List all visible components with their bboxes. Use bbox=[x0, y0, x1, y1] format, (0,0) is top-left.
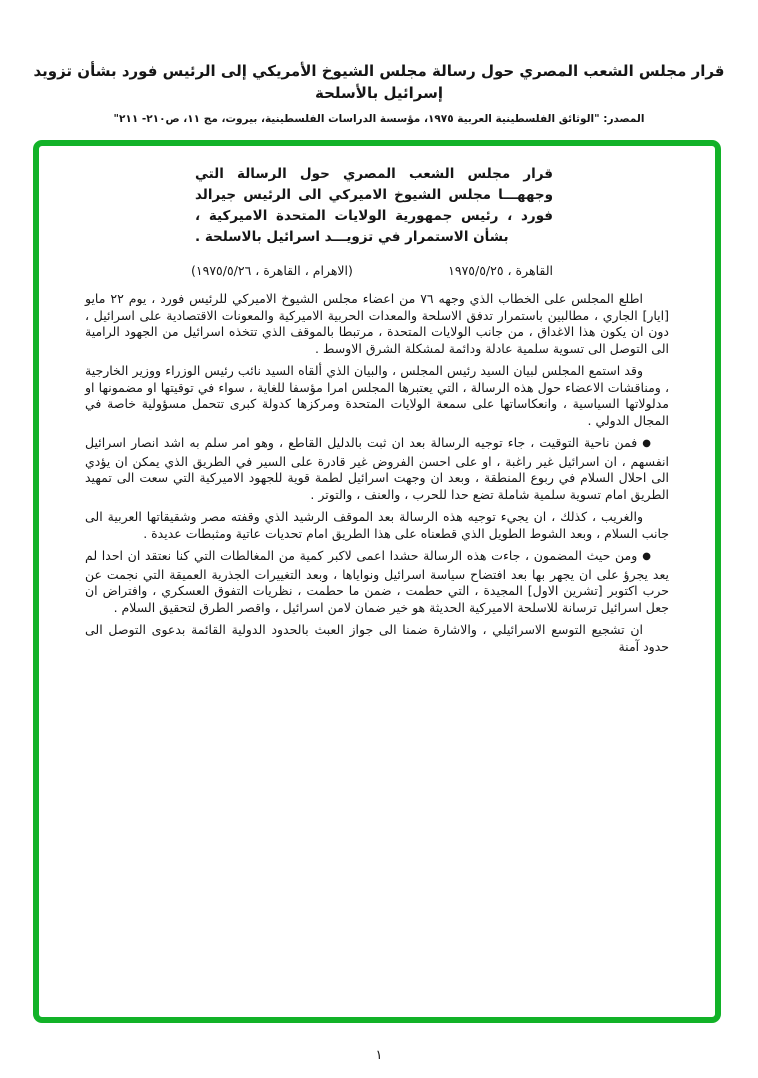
paragraph-text: وقد استمع المجلس لبيان السيد رئيس المجلس ، والبيان الذي ألقاه السيد نائب رئيس الوزراء ووزير الخارجية ، ومناقشات الاعضاء حول هذه الرسالة ، التي يعتبرها المجلس امرا مؤسفا للغاية ، سواء في توقيتها او مضمونها او مدلولاتها السياسية ، وانعكاساتها على سمعة الولايات المتحدة ومركزها كدولة كبرى تتحمل مسؤولية خاصة في المجال الدولي . bbox=[85, 363, 669, 428]
dateline-place-date: القاهرة ، ١٩٧٥/٥/٢٥ bbox=[448, 263, 553, 278]
document-body bbox=[85, 291, 669, 655]
bullet-icon: ● bbox=[642, 551, 651, 562]
body-paragraph bbox=[85, 622, 669, 655]
intro-paragraph: قرار مجلس الشعب المصري حول الرسالة التي وجههـــا مجلس الشيوخ الاميركي الى الرئيس جيرالد فورد ، رئيس جمهورية الولايات المتحدة الاميركية ، بشأن الاستمرار في تزويـــد اسرائيل بالاسلحة . bbox=[195, 166, 553, 245]
body-paragraph-bulleted bbox=[85, 548, 669, 616]
document-green-box bbox=[33, 140, 721, 1023]
body-paragraph bbox=[85, 291, 669, 357]
page-number: ١ bbox=[375, 1048, 383, 1063]
document-header bbox=[0, 60, 758, 126]
paragraph-text: ومن حيث المضمون ، جاءت هذه الرسالة حشدا اعمى لاكبر كمية من المغالطات التي كنا نعتقد ان احدا لم يعد يجرؤ على ان يجهر بها بعد افتضاح سياسة اسرائيل ونواياها ، وبعد التغييرات الجذرية العميقة التي نجمت عن حرب اكتوبر [تشرين الاول] المجيدة ، التي حطمت ، ضمن ما حطمت ، نظريات التفوق العسكري ، وافتراض ان جعل اسرائيل ترسانة للاسلحة الاميركية الحديثة هو خير ضمان لامن اسرائيل ، واقصر الطرق لتحقيق السلام . bbox=[85, 548, 669, 615]
paragraph-text: فمن ناحية التوقيت ، جاء توجيه الرسالة بعد ان ثبت بالدليل القاطع ، وهو امر سلم به اشد انصار اسرائيل انفسهم ، ان اسرائيل غير راغبة ، او على احسن الفروض غير قادرة على السير في الطريق الذي يمكن ان يؤدي الى احلال السلام في ربوع المنطقة ، وبعد ان وجهت اسرائيل لطمة قوية للجهود الاميركية التي سعت الى تمهيد الطريق امام تسوية سلمية شاملة تضع حدا للحرب ، والعنف ، والتوتر . bbox=[85, 435, 669, 502]
body-paragraph bbox=[85, 363, 669, 429]
bullet-icon: ● bbox=[642, 438, 651, 449]
dateline bbox=[191, 263, 553, 278]
source-line: المصدر: "الوثائق الفلسطينية العربية ١٩٧٥، مؤسسة الدراسات الفلسطينية، بيروت، مج ١١، ص٢١٠- ٢١١" bbox=[113, 113, 645, 125]
paragraph-text: ان تشجيع التوسع الاسرائيلي ، والاشارة ضمنا الى جواز العبث بالحدود الدولية القائمة بدعوى التوصل الى حدود آمنة bbox=[85, 622, 669, 654]
body-paragraph bbox=[85, 509, 669, 542]
dateline-source-citation: (الاهرام ، القاهرة ، ١٩٧٥/٥/٢٦) bbox=[191, 263, 353, 278]
page-title: قرار مجلس الشعب المصري حول رسالة مجلس الشيوخ الأمريكي إلى الرئيس فورد بشأن تزويد إسرائيل بالأسلحة bbox=[33, 62, 725, 102]
body-paragraph-bulleted bbox=[85, 435, 669, 503]
paragraph-text: اطلع المجلس على الخطاب الذي وجهه ٧٦ من اعضاء مجلس الشيوخ الاميركي للرئيس فورد ، يوم ٢٢ مايو [ايار] الجاري ، مطالبين باستمرار تدفق الاسلحة والمعدات الحربية الاميركية والمعونات الاقتصادية على اسرائيل ، دون ان يكون هذا الاغداق ، من جانب الولايات المتحدة ، مرتبطا بالموقف الذي تتخذه اسرائيل من الجهود الرامية الى التوصل الى تسوية سلمية عادلة ودائمة لمشكلة الشرق الاوسط . bbox=[85, 291, 669, 356]
paragraph-text: والغريب ، كذلك ، ان يجيء توجيه هذه الرسالة بعد الموقف الرشيد الذي وقفته مصر وشقيقاتها العربية الى جانب السلام ، وبعد الشوط الطويل الذي قطعناه على هذا الطريق امام تحديات عاتية ومثبطات عديدة . bbox=[85, 509, 669, 541]
page-footer bbox=[0, 1044, 758, 1063]
